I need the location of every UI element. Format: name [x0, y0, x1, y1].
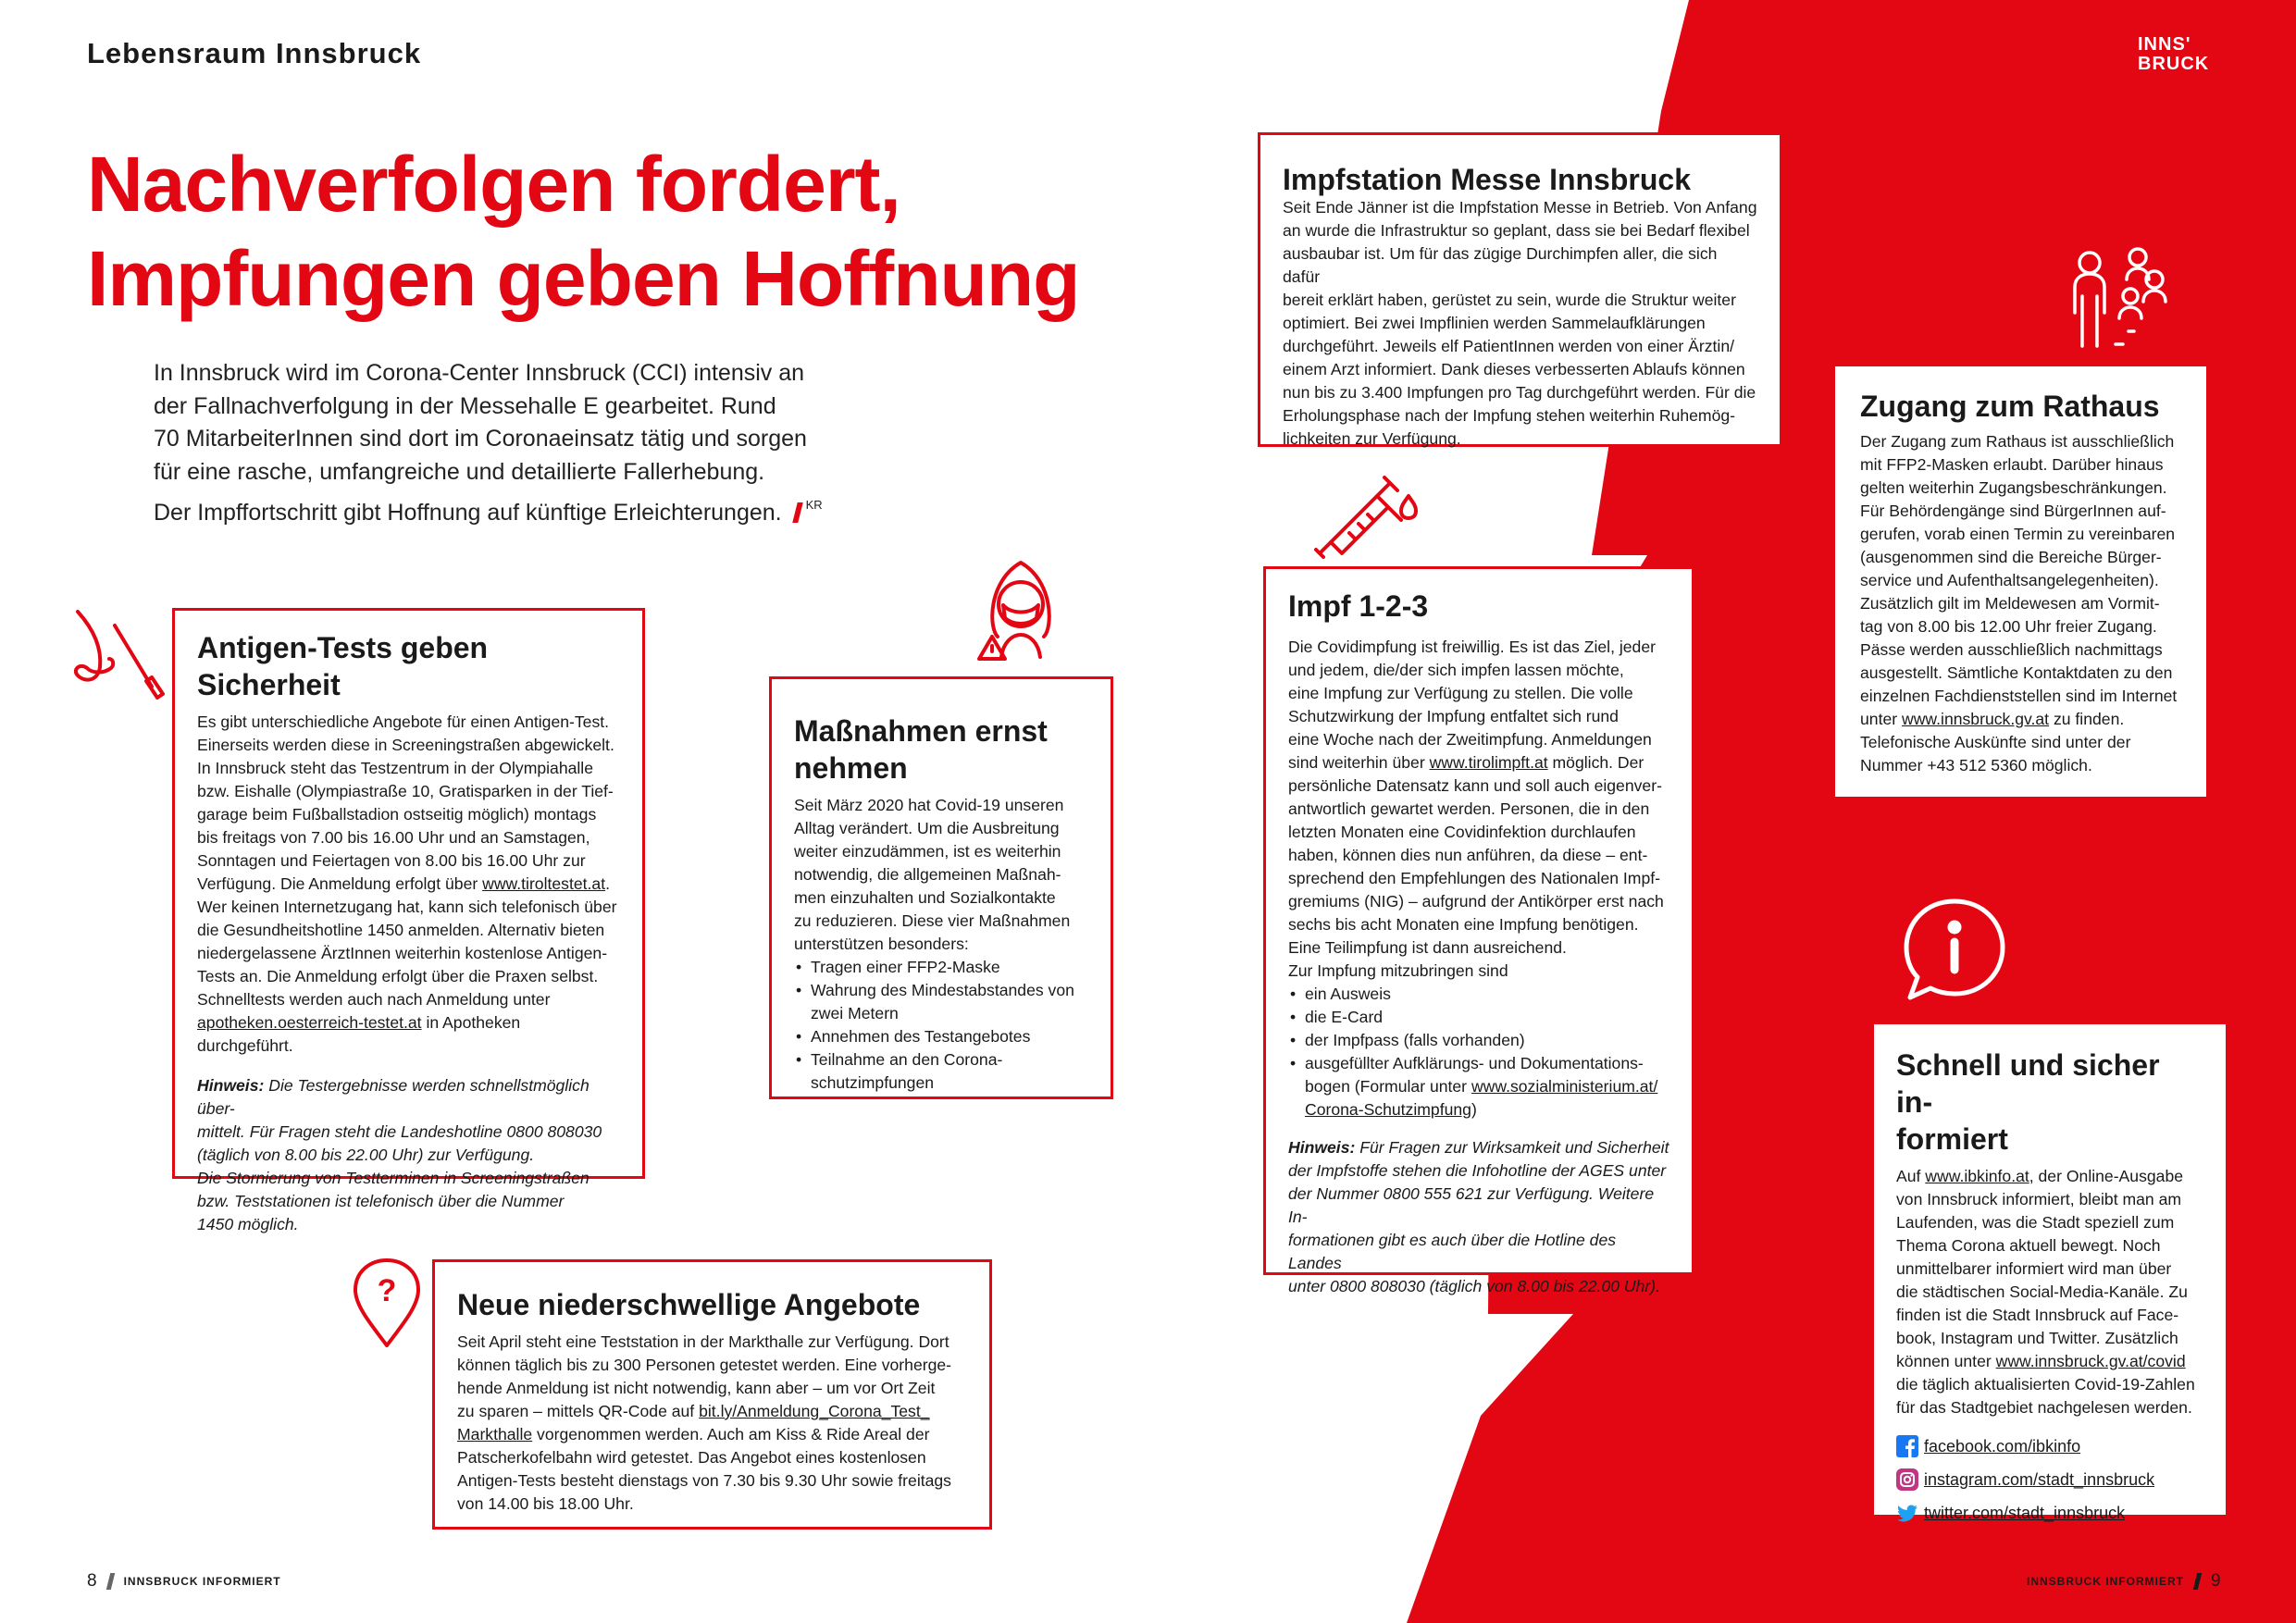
instagram-icon: [1896, 1468, 1918, 1491]
rathaus-text: Der Zugang zum Rathaus ist ausschließlich mit FFP2-Masken erlaubt. Darüber hinaus gelten weiterhin Zugangsbeschränkungen. Für Behördengänge sind BürgerInnen auf- gerufen, vorab einen Termin zu vereinbaren (ausgenommen sind die Bereiche Bürger- service und Aufenthaltsangelegenheiten). Zusätzlich gilt im Meldewesen am Vormit- tag von 8.00 bis 12.00 Uhr freier Zugang. Pässe werden ausschließlich nachmittags ausgestellt. Sämtliche Kontaktdaten zu den einzelnen Fachdienststellen sind im Internet unter www.innsbruck.gv.at zu finden. Telefonische Auskünfte sind unter der Nummer +43 512 5360 möglich.: [1860, 432, 2178, 774]
niederschwellig-title: Neue niederschwellige Angebote: [457, 1288, 921, 1321]
page-title: Nachverfolgen fordert, Impfungen geben Hoffnung: [87, 141, 1080, 322]
niederschwellig-box: [432, 1259, 992, 1530]
list-item: • ausgefüllter Aufklärungs- und Dokumentations- bogen (Formular unter www.sozialministerium.at/ Corona-Schutzimpfung): [1288, 1052, 1669, 1121]
innsbruck-logo: INNS' BRUCK: [2138, 34, 2210, 74]
footer-text-left: INNSBRUCK INFORMIERT: [123, 1575, 281, 1588]
list-item: • Teilnahme an den Corona-schutzimpfungen: [794, 1048, 1088, 1095]
niederschwellig-text: Seit April steht eine Teststation in der Markthalle zur Verfügung. Dort können täglich bis zu 300 Personen getestet werden. Eine vorherge- hende Anmeldung ist nicht notwendig, kann aber – um vor Ort Zeit zu sparen – mittels QR-Code auf bit.ly/Anmeldung_Corona_Test_ Markthalle vorgenommen werden. Auch am Kiss & Ride Areal der Patscherkofelbahn wird getestet. Das Angebot eines kostenlosen Antigen-Tests besteht dienstags von 7.30 bis 9.30 Uhr sowie freitags von 14.00 bis 18.00 Uhr.: [457, 1332, 952, 1513]
impf123-box: [1263, 566, 1694, 1295]
syringe-icon: [1312, 468, 1423, 561]
svg-text:?: ?: [377, 1273, 397, 1308]
list-item: • die E-Card: [1288, 1006, 1669, 1029]
people-group-icon: [2062, 242, 2182, 353]
footer-slash: [2193, 1573, 2202, 1590]
social-link-facebook[interactable]: facebook.com/ibkinfo: [1896, 1432, 2203, 1460]
anmeldung-link-cont[interactable]: Markthalle: [457, 1425, 533, 1443]
rathaus-box: [1835, 366, 2206, 797]
sozialministerium-link[interactable]: www.sozialministerium.at/: [1471, 1077, 1658, 1096]
antigen-tests-note: Hinweis: Die Testergebnisse werden schnellstmöglich über- mittelt. Für Fragen steht die Landeshotline 0800 808030 (täglich von 8.00 bis 22.00 Uhr) zur Verfügung. Die Stornierung von Testterminen in Screeningstraßen bzw. Teststationen ist telefonisch über die Nummer 1450 möglich.: [197, 1076, 602, 1233]
page-number-left: 8: [87, 1571, 97, 1591]
location-question-icon: [350, 1257, 424, 1349]
list-item: • Wahrung des Mindestabstandes von zwei Metern: [794, 979, 1088, 1025]
impf123-note: Hinweis: Für Fragen zur Wirksamkeit und Sicherheit der Impfstoffe stehen die Infohotline der AGES unter der Nummer 0800 555 621 zur Verfügung. Weitere In- formationen gibt es auch über die Hotline des Landes unter 0800 808030 (täglich von 8.00 bis 22.00 Uhr).: [1288, 1138, 1669, 1295]
massnahmen-list: [794, 956, 1088, 1095]
list-item: • der Impfpass (falls vorhanden): [1288, 1029, 1669, 1052]
list-item: • Tragen einer FFP2-Maske: [794, 956, 1088, 979]
section-label: Lebensraum Innsbruck: [87, 37, 422, 69]
massnahmen-box: [769, 676, 1113, 1099]
impf123-list: [1288, 983, 1669, 1121]
innsbruck-gv-link[interactable]: www.innsbruck.gv.at: [1902, 710, 2050, 728]
informiert-text: Auf www.ibkinfo.at, der Online-Ausgabe von Innsbruck informiert, bleibt man am Laufenden, was die Stadt speziell zum Thema Corona aktuell bewegt. Noch unmittelbarer informiert wird man über die städtischen Social-Media-Kanäle. Zu finden ist die Stadt Innsbruck auf Face- book, Instagram und Twitter. Zusätzlich können unter www.innsbruck.gv.at/covid die täglich aktualisierten Covid-19-Zahlen für das Stadtgebiet nachgelesen werden.: [1896, 1167, 2195, 1417]
social-link-instagram[interactable]: instagram.com/stadt_innsbruck: [1896, 1466, 2203, 1493]
social-link-twitter[interactable]: twitter.com/stadt_innsbruck: [1896, 1499, 2203, 1527]
masked-doctor-icon: [970, 553, 1072, 664]
footer-left: [87, 1571, 281, 1592]
anmeldung-link[interactable]: bit.ly/Anmeldung_Corona_Test_: [699, 1402, 930, 1420]
footer-right: [2027, 1571, 2221, 1592]
footer-slash: [105, 1573, 114, 1590]
list-item: • Annehmen des Testangebotes: [794, 1025, 1088, 1048]
informiert-title: Schnell und sicher in- formiert: [1896, 1048, 2160, 1156]
nose-swab-icon: [67, 607, 168, 709]
covid-link[interactable]: www.innsbruck.gv.at/covid: [1995, 1352, 2186, 1370]
sozialministerium-link-cont[interactable]: Corona-Schutzimpfung: [1305, 1100, 1471, 1119]
rathaus-title: Zugang zum Rathaus: [1860, 390, 2160, 423]
antigen-tests-text: Es gibt unterschiedliche Angebote für einen Antigen-Test. Einerseits werden diese in Screeningstraßen abgewickelt. In Innsbruck steht das Testzentrum in der Olympiahalle bzw. Eishalle (Olympiastraße 10, Gratisparken in der Tief- garage beim Fußballstadion ostseitig möglich) montags bis freitags von 7.00 bis 16.00 Uhr und an Samstagen, Sonntagen und Feiertagen von 8.00 bis 16.00 Uhr zur Verfügung. Die Anmeldung erfolgt über www.tiroltestet.at. Wer keinen Internetzugang hat, kann sich telefonisch über die Gesundheitshotline 1450 anmelden. Alternativ bieten niedergelassene ÄrztInnen weiterhin kostenlose Antigen- Tests an. Die Anmeldung erfolgt über die Praxen selbst. Schnelltests werden auch nach Anmeldung unter apotheken.oesterreich-testet.at in Apotheken durchgeführt.: [197, 712, 617, 1055]
antigen-tests-title: Antigen-Tests geben Sicherheit: [197, 631, 489, 701]
impfstation-title: Impfstation Messe Innsbruck: [1283, 163, 1691, 196]
info-speech-icon: [1901, 896, 2008, 1003]
author-initials: KR: [805, 498, 823, 512]
social-links: [1896, 1432, 2203, 1527]
slash-mark: [792, 502, 802, 523]
apotheken-link[interactable]: apotheken.oesterreich-testet.at: [197, 1013, 422, 1032]
ibkinfo-link[interactable]: www.ibkinfo.at: [1925, 1167, 2029, 1185]
lead-paragraph: In Innsbruck wird im Corona-Center Innsbruck (CCI) intensiv an der Fallnachverfolgung in der Messehalle E gearbeitet. Rund 70 MitarbeiterInnen sind dort im Coronaeinsatz tätig und sorgen für eine rasche, umfangreiche und detaillierte Fallerhebung. Der Impffortschritt gibt Hoffnung auf künftige Erleichterungen. $^{KR}$: [154, 360, 823, 526]
impfstation-box: [1258, 132, 1782, 447]
tiroltestet-link[interactable]: www.tiroltestet.at: [482, 874, 606, 893]
impf123-title: Impf 1-2-3: [1288, 589, 1429, 623]
page-number-right: 9: [2211, 1571, 2221, 1591]
facebook-icon: [1896, 1435, 1918, 1457]
informiert-box: [1871, 1022, 2228, 1522]
footer-text-right: INNSBRUCK INFORMIERT: [2027, 1575, 2184, 1588]
antigen-tests-box: [172, 608, 645, 1233]
twitter-icon: [1896, 1502, 1918, 1524]
list-item: • ein Ausweis: [1288, 983, 1669, 1006]
massnahmen-text: Seit März 2020 hat Covid-19 unseren Alltag verändert. Um die Ausbreitung weiter einzudämmen, ist es weiterhin notwendig, die allgemeinen Maßnah- men einzuhalten und Sozialkontakte zu reduzieren. Diese vier Maßnahmen unterstützen besonders:: [794, 796, 1071, 953]
impfstation-text: Seit Ende Jänner ist die Impfstation Messe in Betrieb. Von Anfang an wurde die Infrastruktur so geplant, dass sie bei Bedarf flexibel ausbaubar ist. Um für das zügige Durchimpfen aller, die sich dafür bereit erklärt haben, gerüstet zu sein, wurde die Struktur weiter optimiert. Bei zwei Impflinien werden Sammelaufklärungen durchgeführt. Jeweils elf PatientInnen werden von einer Ärztin/ einem Arzt informiert. Dank dieses verbesserten Ablaufs können nun bis zu 3.400 Impfungen pro Tag durchgeführt werden. Für die Erholungsphase nach der Impfung stehen weiterhin Ruhemög- lichkeiten zur Verfügung.: [1283, 198, 1757, 448]
massnahmen-title: Maßnahmen ernst nehmen: [794, 714, 1048, 785]
tirolimpft-link[interactable]: www.tirolimpft.at: [1429, 753, 1548, 772]
impf123-text: Die Covidimpfung ist freiwillig. Es ist das Ziel, jeder und jedem, die/der sich impfen lassen möchte, eine Impfung zur Verfügung zu stellen. Die volle Schutzwirkung der Impfung entfaltet sich rund eine Woche nach der Zweitimpfung. Anmeldungen sind weiterhin über www.tirolimpft.at möglich. Der persönliche Datensatz kann und soll auch eigenver- antwortlich gewartet werden. Personen, die in den letzten Monaten eine Covidinfektion durchlaufen haben, können dies nun anführen, da diese – ent- sprechend den Empfehlungen des Nationalen Impf- gremiums (NIG) – aufgrund der Antikörper erst nach sechs bis acht Monaten eine Impfung benötigen. Eine Teilimpfung ist dann ausreichend. Zur Impfung mitzubringen sind: [1288, 638, 1664, 980]
